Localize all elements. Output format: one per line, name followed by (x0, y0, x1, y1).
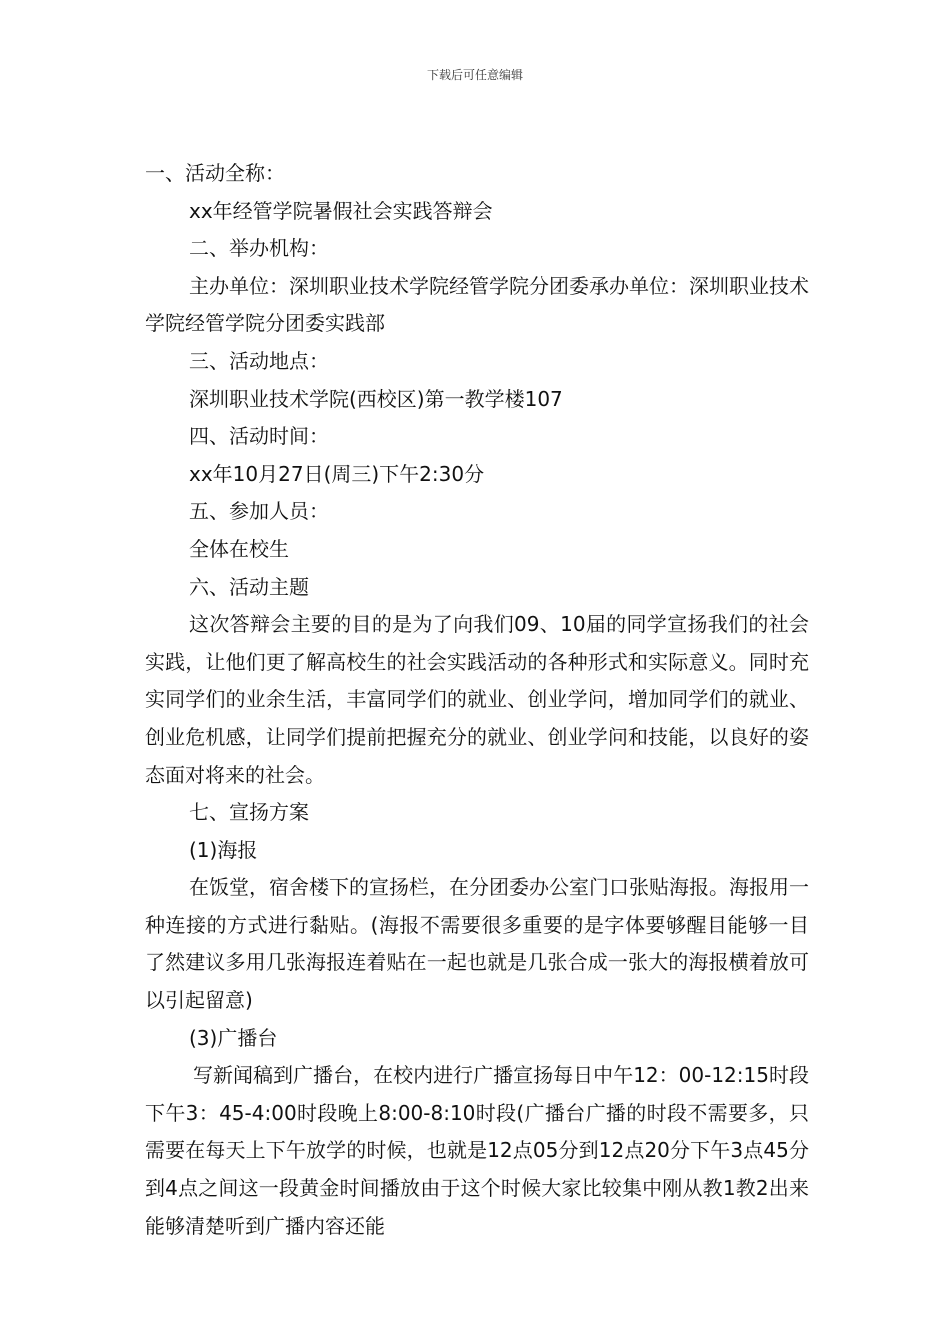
activity-name: xx年经管学院暑假社会实践答辩会 (189, 198, 493, 223)
subheading-broadcast: (3)广播台 (189, 1025, 278, 1050)
section-heading-2: 二、举办机构： (189, 236, 329, 261)
section-heading-7: 七、宣扬方案 (189, 800, 309, 825)
document-body (145, 155, 809, 1245)
header-note: 下载后可任意编辑 (426, 68, 523, 82)
theme-paragraph: 这次答辩会主要的目的是为了向我们09、10届的同学宣扬我们的社会实践，让他们更了解高校生的社会实践活动的各种形式和实际意义。同时充实同学们的业余生活，丰富同学们的就业、创业学问，增加同学们的就业、创业危机感，让同学们提前把握充分的就业、创业学问和技能，以良好的姿态面对将来的社会。 (145, 612, 809, 787)
participants: 全体在校生 (189, 536, 289, 561)
section-heading-3: 三、活动地点： (189, 348, 329, 373)
section-heading-5: 五、参加人员： (189, 499, 329, 524)
section-heading-4: 四、活动时间： (189, 424, 329, 449)
poster-paragraph: 在饭堂，宿舍楼下的宣扬栏，在分团委办公室门口张贴海报。海报用一种连接的方式进行黏贴。(海报不需要很多重要的是字体要够醒目能够一目了然建议多用几张海报连着贴在一起也就是几张合成一张大的海报横着放可以引起留意) (145, 875, 809, 1013)
organizer-paragraph: 主办单位：深圳职业技术学院经管学院分团委承办单位：深圳职业技术学院经管学院分团委实践部 (145, 273, 809, 336)
broadcast-paragraph: 写新闻稿到广播台，在校内进行广播宣扬每日中午12：00-12:15时段下午3：45-4:00时段晚上8:00-8:10时段(广播台广播的时段不需要多，只需要在每天上下午放学的时候，也就是12点05分到12点20分下午3点45分到4点之间这一段黄金时间播放由于这个时候大家比较集中刚从教1教2出来能够清楚听到广播内容还能 (145, 1063, 809, 1238)
activity-time: xx年10月27日(周三)下午2:30分 (189, 461, 485, 486)
section-heading-6: 六、活动主题 (189, 574, 309, 599)
subheading-poster: (1)海报 (189, 837, 258, 862)
activity-location: 深圳职业技术学院(西校区)第一教学楼107 (189, 386, 563, 411)
section-heading-1: 一、活动全称： (145, 161, 285, 185)
